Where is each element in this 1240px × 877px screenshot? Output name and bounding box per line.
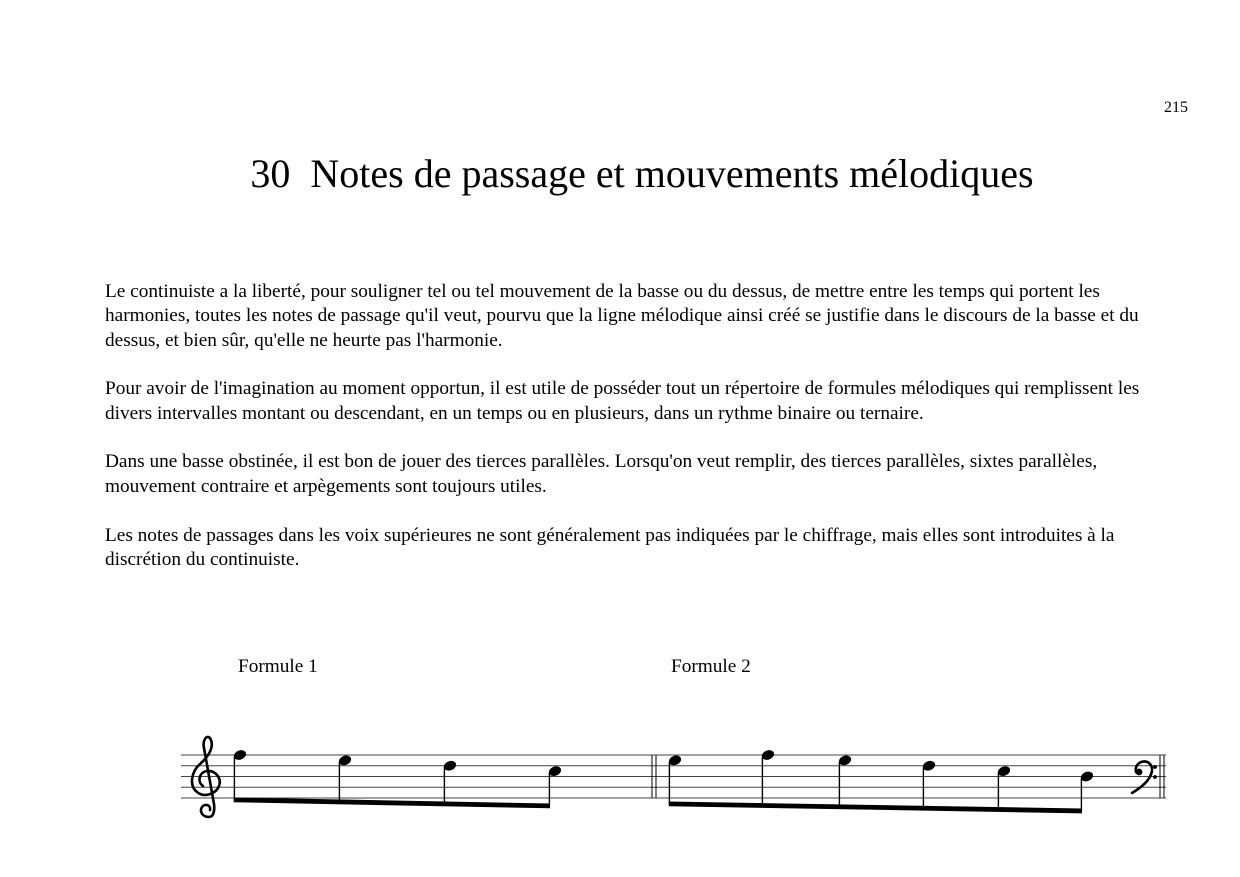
note-beam <box>669 801 1082 813</box>
formula-2-notes <box>667 748 1094 813</box>
body-text <box>105 280 1185 597</box>
notes <box>232 748 1094 813</box>
page-number: 215 <box>1164 99 1188 116</box>
paragraph-1: Le continuiste a la liberté, pour souligner tel ou tel mouvement de la basse ou du dessus, de mettre entre les temps qui portent les harmonies, toutes les notes de passage qu'il veut, pourvu que la ligne mélodique ainsi créé se justifie dans le discours de la basse et du dessus, et bien sûr, qu'elle ne heurte pas l'harmonie. <box>105 281 1139 351</box>
paragraph-4: Les notes de passages dans les voix supérieures ne sont généralement pas indiquées par le chiffrage, mais elles sont introduites à la discrétion du continuiste. <box>105 524 1115 570</box>
note-beam <box>234 797 550 808</box>
formula-1-label: Formule 1 <box>238 656 318 677</box>
paragraph-3: Dans une basse obstinée, il est bon de jouer des tierces parallèles. Lorsqu'on veut remplir, des tierces parallèles, sixtes parallèles, mouvement contraire et arpègements sont toujours utiles. <box>105 451 1098 497</box>
paragraph-2: Pour avoir de l'imagination au moment opportun, il est utile de posséder tout un répertoire de formules mélodiques qui remplissent les divers intervalles montant ou descendant, en un temps ou en plusieurs, dans un rythme binaire ou ternaire. <box>105 378 1140 424</box>
formula-2-label: Formule 2 <box>671 656 751 677</box>
chapter-title: 30 Notes de passage et mouvements mélodiques <box>250 151 1034 196</box>
formula-1-notes <box>232 748 562 808</box>
music-staff <box>0 720 1240 830</box>
